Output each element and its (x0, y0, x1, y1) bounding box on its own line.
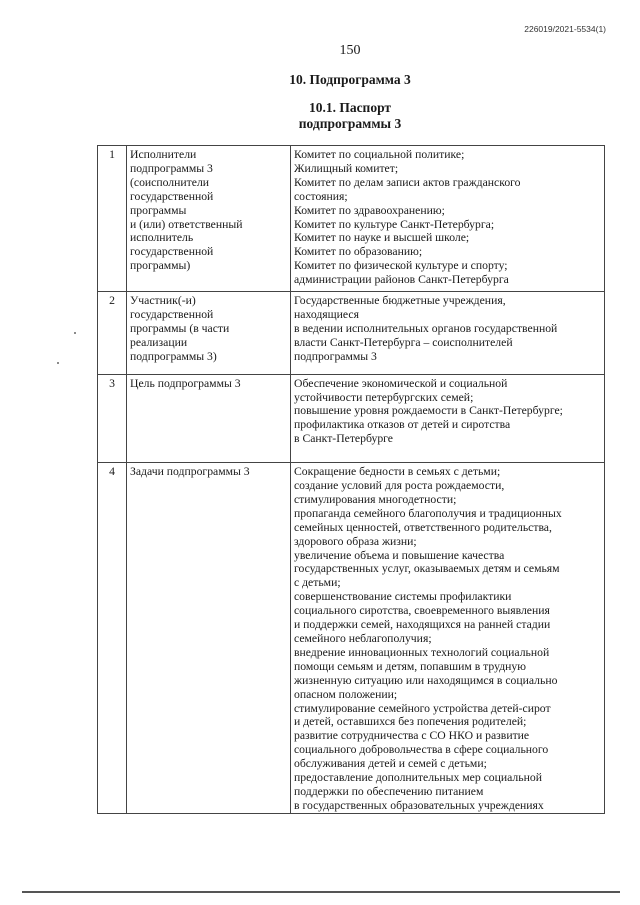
row-content (291, 463, 605, 814)
passport-title-line: подпрограммы 3 (298, 116, 402, 131)
content-line: социального добровольчества в сфере социального (294, 743, 549, 757)
content-line: увеличение объема и повышение качества (294, 548, 505, 562)
label-line: государственной (130, 245, 214, 259)
table-row (98, 292, 605, 375)
content-line: находящиеся (294, 307, 359, 321)
content-line: развитие сотрудничества с СО НКО и развитие (294, 729, 530, 743)
label-line: Задачи подпрограммы 3 (130, 465, 250, 479)
content-line: Государственные бюджетные учреждения, (294, 294, 506, 308)
content-line: Комитет по образованию; (294, 245, 423, 259)
label-line: программы) (130, 259, 191, 273)
document-id: 226019/2021-5534(1) (524, 24, 606, 34)
label-line: государственной (130, 189, 214, 203)
row-number: 4 (98, 463, 127, 814)
content-line: профилактика отказов от детей и сиротства (294, 418, 511, 432)
passport-title-line: 10.1. Паспорт (308, 100, 392, 115)
content-line: жизненную ситуацию или находящимся в социально (294, 673, 558, 687)
content-line: предоставление дополнительных мер социальной (294, 771, 542, 785)
content-line: и детей, оставшихся без попечения родителей; (294, 715, 527, 729)
content-line: опасном положении; (294, 687, 398, 701)
row-content (291, 292, 605, 375)
content-line: стимулирования многодетности; (294, 492, 457, 506)
label-line: Исполнители (130, 148, 197, 161)
content-line: помощи семьям и детям, попавшим в трудную (294, 659, 527, 673)
content-line: Комитет по делам записи актов гражданского (294, 175, 521, 189)
label-line: программы (130, 203, 187, 217)
content-line: семейного неблагополучия; (294, 632, 432, 645)
passport-table (97, 145, 605, 814)
content-line: социального сиротства, своевременного выявления (294, 604, 550, 618)
row-label (127, 292, 291, 375)
content-line: устойчивости петербургских семей; (294, 390, 474, 404)
content-line: Обеспечение экономической и социальной (294, 376, 508, 390)
content-line: и поддержки семей, находящихся на ранней стадии (294, 618, 551, 632)
content-line: обслуживания детей и семей с детьми; (294, 757, 487, 771)
content-line: Жилищный комитет; (294, 161, 399, 175)
content-line: повышение уровня рождаемости в Санкт-Петербурге; (294, 404, 563, 418)
label-line: Участник(-и) (130, 294, 196, 308)
content-line: власти Санкт-Петербурга – соисполнителей (294, 335, 513, 349)
content-line: в Санкт-Петербурге (294, 432, 393, 446)
label-line: программы (в части (130, 321, 230, 335)
content-line: поддержки по обеспечению питанием (294, 784, 484, 798)
scan-edge-line (22, 891, 620, 893)
row-number: 1 (98, 146, 127, 292)
page-number: 150 (339, 43, 361, 58)
content-line: в государственных образовательных учреждениях (294, 798, 544, 812)
label-line: государственной (130, 307, 214, 321)
content-line: Комитет по социальной политике; (294, 148, 465, 161)
content-line: внедрение инновационных технологий социальной (294, 645, 550, 659)
row-number: 2 (98, 292, 127, 375)
row-label (127, 374, 291, 463)
table-row (98, 146, 605, 292)
content-line: стимулирование семейного устройства детей-сирот (294, 701, 551, 715)
row-label (127, 146, 291, 292)
content-line: администрации районов Санкт-Петербурга (294, 273, 509, 287)
content-line: государственных услуг, оказываемых детям и семьям (294, 562, 560, 576)
passport-table-body (98, 146, 605, 814)
content-line: Комитет по культуре Санкт-Петербурга; (294, 217, 495, 231)
content-line: подпрограммы 3 (294, 349, 377, 363)
label-line: подпрограммы 3) (130, 349, 217, 363)
content-line: с детьми; (294, 576, 341, 590)
label-line: (соисполнители (130, 175, 210, 189)
content-line: Комитет по науке и высшей школе; (294, 231, 470, 245)
content-line: совершенствование системы профилактики (294, 590, 512, 604)
row-content (291, 374, 605, 463)
label-line: исполнитель (130, 231, 194, 245)
row-number: 3 (98, 374, 127, 463)
row-label (127, 463, 291, 814)
content-line: Сокращение бедности в семьях с детьми; (294, 465, 501, 479)
scan-speck (57, 362, 59, 364)
passport-title (0, 100, 640, 132)
table-row (98, 374, 605, 463)
label-line: Цель подпрограммы 3 (130, 376, 241, 390)
content-line: здорового образа жизни; (294, 534, 417, 548)
label-line: подпрограммы 3 (130, 161, 213, 175)
content-line: в ведении исполнительных органов государственной (294, 321, 558, 335)
scan-speck (74, 332, 76, 334)
section-title: 10. Подпрограмма 3 (289, 72, 411, 87)
label-line: и (или) ответственный (130, 217, 243, 231)
content-line: семейных ценностей, ответственного родительства, (294, 520, 552, 534)
content-line: состояния; (294, 189, 348, 203)
label-line: реализации (130, 335, 188, 349)
row-content (291, 146, 605, 292)
table-row (98, 463, 605, 814)
content-line: создание условий для роста рождаемости, (294, 479, 505, 493)
content-line: Комитет по здравоохранению; (294, 203, 445, 217)
content-line: пропаганда семейного благополучия и традиционных (294, 506, 562, 520)
content-line: Комитет по физической культуре и спорту; (294, 259, 508, 273)
